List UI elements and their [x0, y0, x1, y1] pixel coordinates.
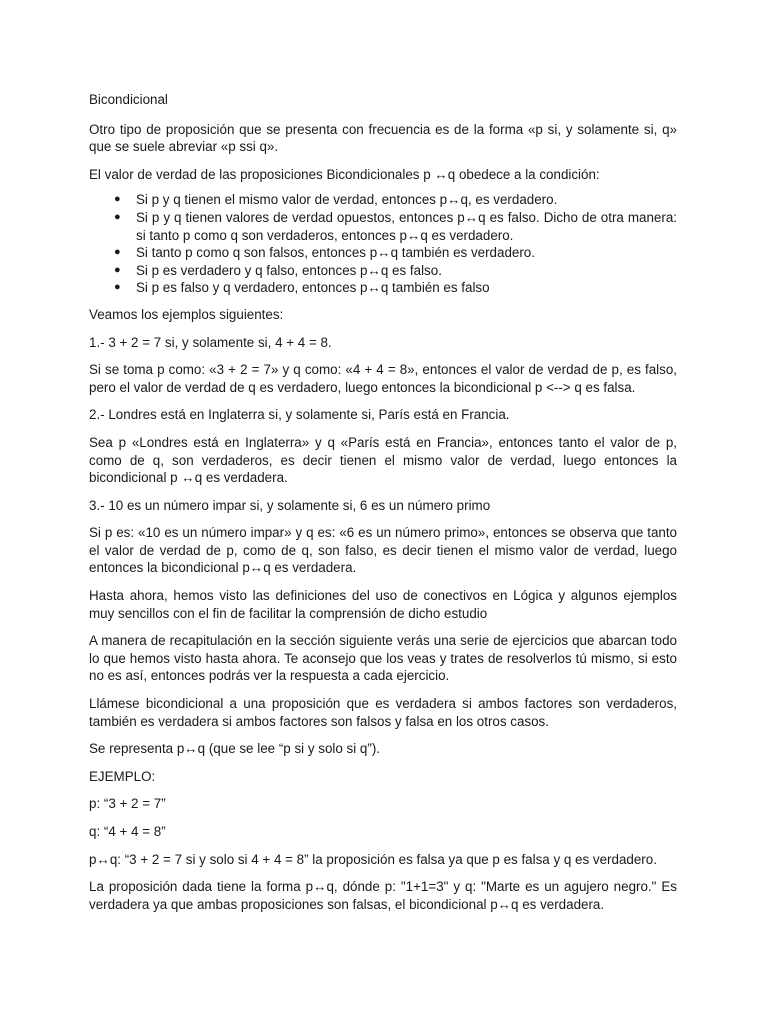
- list-item: ● Si p es falso y q verdadero, entonces p↔q también es falso: [114, 280, 490, 296]
- final-paragraph: La proposición dada tiene la forma p↔q, dónde p: "1+1=3" y q: "Marte es un agujero negro." Es verdadera ya que ambas proposiciones son falsas, el bicondicional p↔q es verdadera.: [89, 879, 677, 912]
- bullet-icon: ●: [114, 193, 121, 206]
- summary-paragraph-2: A manera de recapitulación en la sección siguiente verás una serie de ejercicios que abarcan todo lo que hemos visto hasta ahora. Te aconsejo que los veas y trates de resolverlos tú mismo, si esto no es así, entonces podrás ver la respuesta a cada ejercicio.: [89, 633, 677, 684]
- bullet-icon: ●: [114, 246, 121, 259]
- pq-definition: p↔q: “3 + 2 = 7 si y solo si 4 + 4 = 8” la proposición es falsa ya que p es falsa y q es verdadero.: [89, 851, 657, 867]
- summary-paragraph-1: Hasta ahora, hemos visto las definiciones del uso de conectivos en Lógica y algunos ejemplos muy sencillos con el fin de facilitar la comprensión de dicho estudio: [89, 588, 677, 621]
- example-1-explanation: Si se toma p como: «3 + 2 = 7» y q como: «4 + 4 = 8», entonces el valor de verdad de p, es falso, pero el valor de verdad de q es verdadero, luego entonces la bicondicional p <--> q es falsa.: [89, 362, 677, 395]
- document-title: Bicondicional: [89, 92, 168, 107]
- definition-paragraph: Llámese bicondicional a una proposición que es verdadera si ambos factores son verdaderos, también es verdadera si ambos factores son falsos y falsa en los otros casos.: [89, 696, 677, 729]
- example-3: 3.- 10 es un número impar si, y solamente si, 6 es un número primo: [89, 497, 491, 513]
- example-3-explanation: Si p es: «10 es un número impar» y q es: «6 es un número primo», entonces se observa que tanto el valor de verdad de p, como de q, son falso, es decir tienen el mismo valor de verdad, luego entonces la bicondicional p↔q es verdadera.: [89, 525, 677, 576]
- example-2: 2.- Londres está en Inglaterra si, y solamente si, París está en Francia.: [89, 407, 510, 423]
- condition-paragraph: El valor de verdad de las proposiciones Bicondicionales p ↔q obedece a la condición:: [89, 166, 600, 182]
- example-1: 1.- 3 + 2 = 7 si, y solamente si, 4 + 4 = 8.: [89, 334, 332, 350]
- document-body: [89, 91, 677, 923]
- bullet-icon: ●: [114, 210, 121, 223]
- examples-intro: Veamos los ejemplos siguientes:: [89, 306, 284, 322]
- bullet-icon: ●: [114, 263, 121, 276]
- example-2-explanation: Sea p «Londres está en Inglaterra» y q «París está en Francia», entonces tanto el valor de p, como de q, son verdaderos, es decir tienen el mismo valor de verdad, luego entonces la bicondicional p ↔q es verdadera.: [89, 434, 677, 486]
- intro-paragraph: Otro tipo de proposición que se presenta con frecuencia es de la forma «p si, y solamente si, q» que se suele abreviar «p ssi q».: [89, 121, 677, 155]
- list-item: ● Si tanto p como q son falsos, entonces p↔q también es verdadero.: [114, 245, 535, 261]
- example-label: EJEMPLO:: [89, 768, 156, 784]
- list-item: ● Si p es verdadero y q falso, entonces p↔q es falso.: [114, 262, 442, 278]
- bullet-icon: ●: [114, 281, 121, 294]
- list-item: ● Si p y q tienen valores de verdad opuestos, entonces p↔q es falso. Dicho de otra manera: si tanto p como q son verdaderos, entonces p↔q es verdadero.: [114, 209, 677, 243]
- condition-list: [89, 191, 677, 297]
- list-item: ● Si p y q tienen el mismo valor de verdad, entonces p↔q, es verdadero.: [114, 192, 558, 208]
- representation-paragraph: Se representa p↔q (que se lee “p si y solo si q”).: [89, 741, 381, 757]
- q-definition: q: “4 + 4 = 8”: [89, 824, 166, 839]
- p-definition: p: “3 + 2 = 7”: [89, 796, 166, 812]
